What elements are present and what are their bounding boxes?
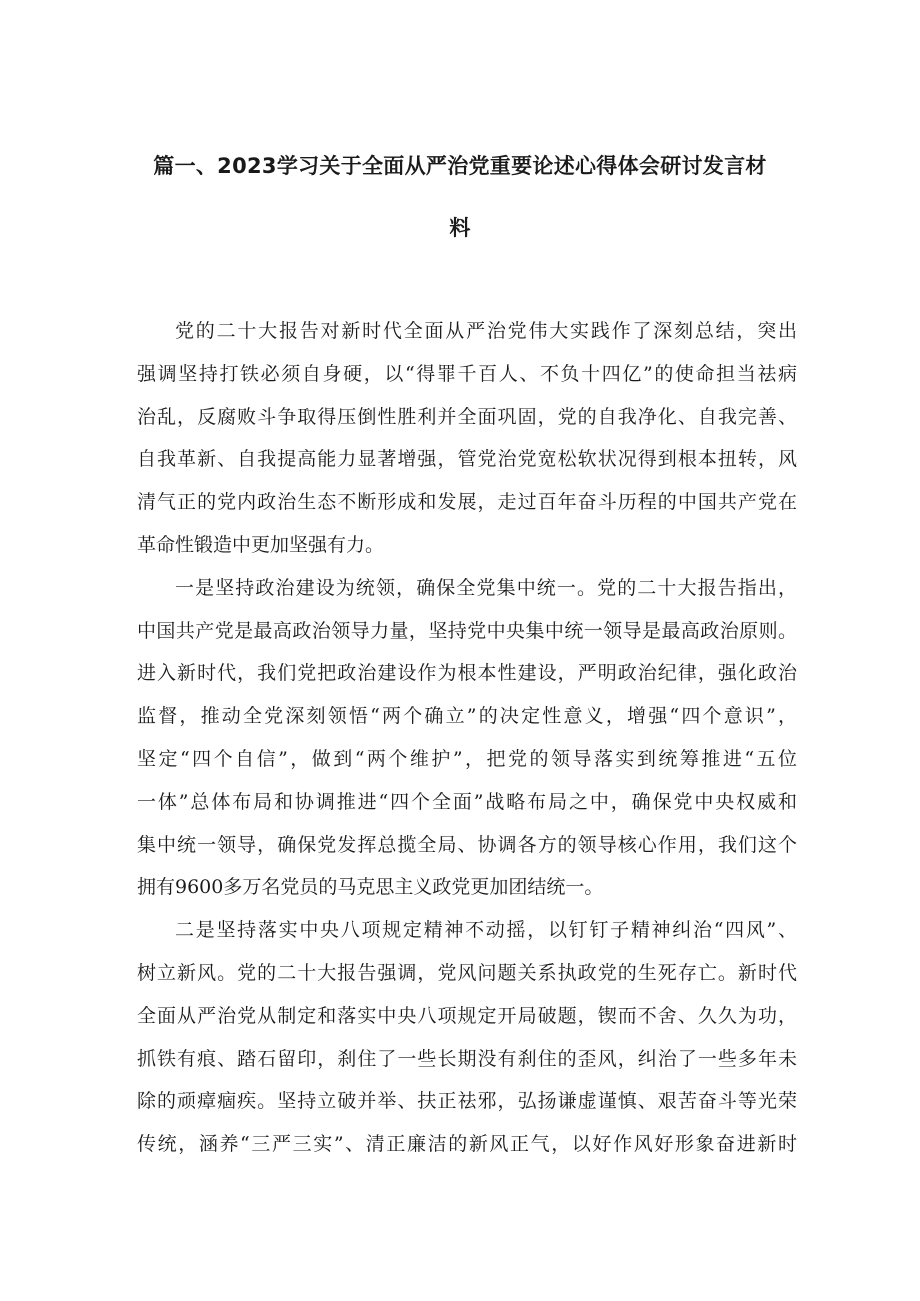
text-line: 中国共产党是最高政治领导力量，坚持党中央集中统一领导是最高政治原则。 xyxy=(137,619,797,642)
text-line: 党的二十大报告对新时代全面从严治党伟大实践作了深刻总结，突出 xyxy=(175,320,797,342)
text-line: 坚定“四个自信”，做到“两个维护”，把党的领导落实到统筹推进“五位 xyxy=(137,747,797,770)
text-line: 二是坚持落实中央八项规定精神不动摇，以钉钉子精神纠治“四风”、 xyxy=(175,919,797,942)
text-line: 治乱，反腐败斗争取得压倒性胜利并全面巩固，党的自我净化、自我完善、 xyxy=(137,405,797,428)
text-line: 一体”总体布局和协调推进“四个全面”战略布局之中，确保党中央权威和 xyxy=(137,790,797,813)
text-line: 集中统一领导，确保党发挥总揽全局、协调各方的领导核心作用，我们这个 xyxy=(137,833,797,856)
text-line: 革命性锻造中更加坚强有力。 xyxy=(137,533,385,556)
text-line: 除的顽瘴痼疾。坚持立破并举、扶正祛邪，弘扬谦虚谨慎、艰苦奋斗等光荣 xyxy=(137,1090,797,1113)
text-line: 自我革新、自我提高能力显著增强，管党治党宽松软状况得到根本扭转，风 xyxy=(137,448,797,471)
text-line: 拥有9600多万名党员的马克思主义政党更加团结统一。 xyxy=(137,876,604,899)
text-line: 进入新时代，我们党把政治建设作为根本性建设，严明政治纪律，强化政治 xyxy=(137,662,797,685)
text-line: 树立新风。党的二十大报告强调，党风问题关系执政党的生死存亡。新时代 xyxy=(137,961,797,984)
document-title-line-1: 篇一、2023学习关于全面从严治党重要论述心得体会研讨发言材 xyxy=(153,154,767,178)
paragraph-eight-rules xyxy=(137,909,797,1166)
document-title-line-2: 料 xyxy=(449,216,471,240)
text-line: 一是坚持政治建设为统领，确保全党集中统一。党的二十大报告指出， xyxy=(175,576,797,599)
paragraph-political-building xyxy=(137,567,797,909)
text-line: 全面从严治党从制定和落实中央八项规定开局破题，锲而不舍、久久为功， xyxy=(137,1004,797,1027)
text-line: 监督，推动全党深刻领悟“两个确立”的决定性意义，增强“四个意识”， xyxy=(137,705,797,728)
paragraph-intro xyxy=(137,310,797,567)
text-line: 传统，涵养“三严三实”、清正廉洁的新风正气，以好作风好形象奋进新时 xyxy=(137,1133,797,1156)
text-line: 清气正的党内政治生态不断形成和发展，走过百年奋斗历程的中国共产党在 xyxy=(137,491,797,514)
text-line: 抓铁有痕、踏石留印，刹住了一些长期没有刹住的歪风，纠治了一些多年未 xyxy=(137,1047,797,1070)
document-body xyxy=(137,310,797,1166)
text-line: 强调坚持打铁必须自身硬，以“得罪千百人、不负十四亿”的使命担当祛病 xyxy=(137,362,797,385)
